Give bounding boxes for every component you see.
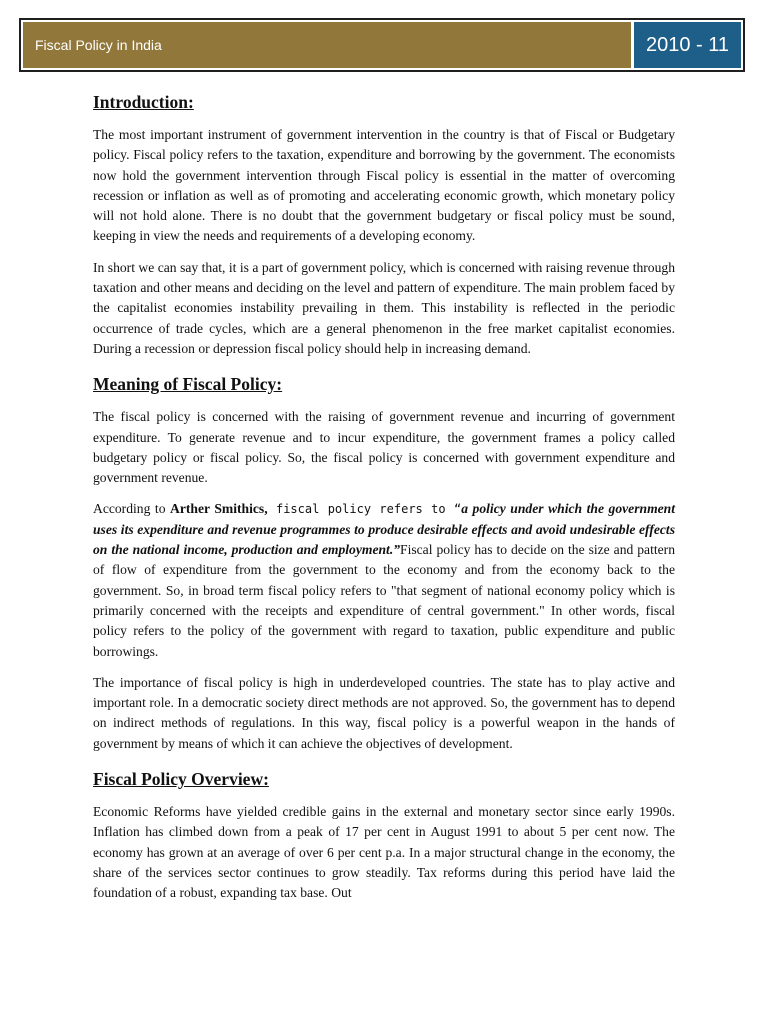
header-year: 2010 - 11 [634, 22, 741, 68]
overview-paragraph-1: Economic Reforms have yielded credible gains in the external and monetary sector since early 1990s. Inflation has climbed down from a peak of 17 per cent in August 1991 to about 5 per cent now. The economy has grown at an average of over 6 per cent p.a. In a major structural change in the economy, the share of the services sector continues to grow steadily. Tax reforms during this period have laid the foundation of a robust, expanding tax base. Out [93, 804, 675, 901]
meaning-paragraph-1: The fiscal policy is concerned with the raising of government revenue and incurring of government expenditure. To generate revenue and to incur expenditure, the government frames a policy called budgetary policy or fiscal policy. So, the fiscal policy is concerned with government expenditure and government revenue. [93, 409, 675, 486]
document-body [93, 88, 675, 915]
meaning-heading: Meaning of Fiscal Policy: [93, 374, 283, 395]
header-title: Fiscal Policy in India [23, 22, 631, 68]
introduction-heading: Introduction: [93, 92, 194, 112]
meaning-paragraph-2 [93, 499, 675, 661]
definition-quote: a policy under which the government uses its expenditure and revenue programmes to produce desirable effects and avoid undesirable effects on the national income, production and employment.” [93, 501, 676, 558]
meaning-p2-mono: fiscal policy refers to “ [267, 502, 462, 517]
introduction-paragraph-1: The most important instrument of government intervention in the country is that of Fiscal or Budgetary policy. Fiscal policy refers to the taxation, expenditure and borrowing by the government. The economists now hold the government intervention through Fiscal policy is essential in the matter of overcoming recession or inflation as well as of promoting and accelerating economic growth, which monetary policy will not hold alone. There is no doubt that the government budgetary or fiscal policy must be sound, keeping in view the needs and requirements of a developing economy. [93, 127, 675, 244]
meaning-p2-rest: Fiscal policy has to decide on the size and pattern of flow of expenditure from the government to the economy and from the economy back to the government. So, in broad term fiscal policy refers to "that segment of national economy policy which is primarily concerned with the receipts and expenditure of central government." In other words, fiscal policy refers to the policy of the government with regard to taxation, public expenditure and public borrowings. [93, 542, 676, 659]
author-name: Arther Smithics, [170, 501, 268, 517]
overview-heading: Fiscal Policy Overview: [93, 769, 269, 790]
meaning-paragraph-3: The importance of fiscal policy is high in underdeveloped countries. The state has to play active and important role. In a democratic society direct methods are not approved. So, the government has to depend on indirect methods of regulations. In this way, fiscal policy is a powerful weapon in the hands of government by means of which it can achieve the objectives of development. [93, 674, 675, 751]
page-header [19, 18, 745, 72]
meaning-p2-lead: According to [93, 501, 171, 517]
introduction-paragraph-2: In short we can say that, it is a part of government policy, which is concerned with raising revenue through taxation and other means and deciding on the level and pattern of expenditure. The main problem faced by the capitalist economies instability prevailing in them. This instability is reflected in the periodic occurrence of trade cycles, which are a general phenomenon in the free market capitalist economies. During a recession or depression fiscal policy should help in increasing demand. [93, 259, 675, 356]
